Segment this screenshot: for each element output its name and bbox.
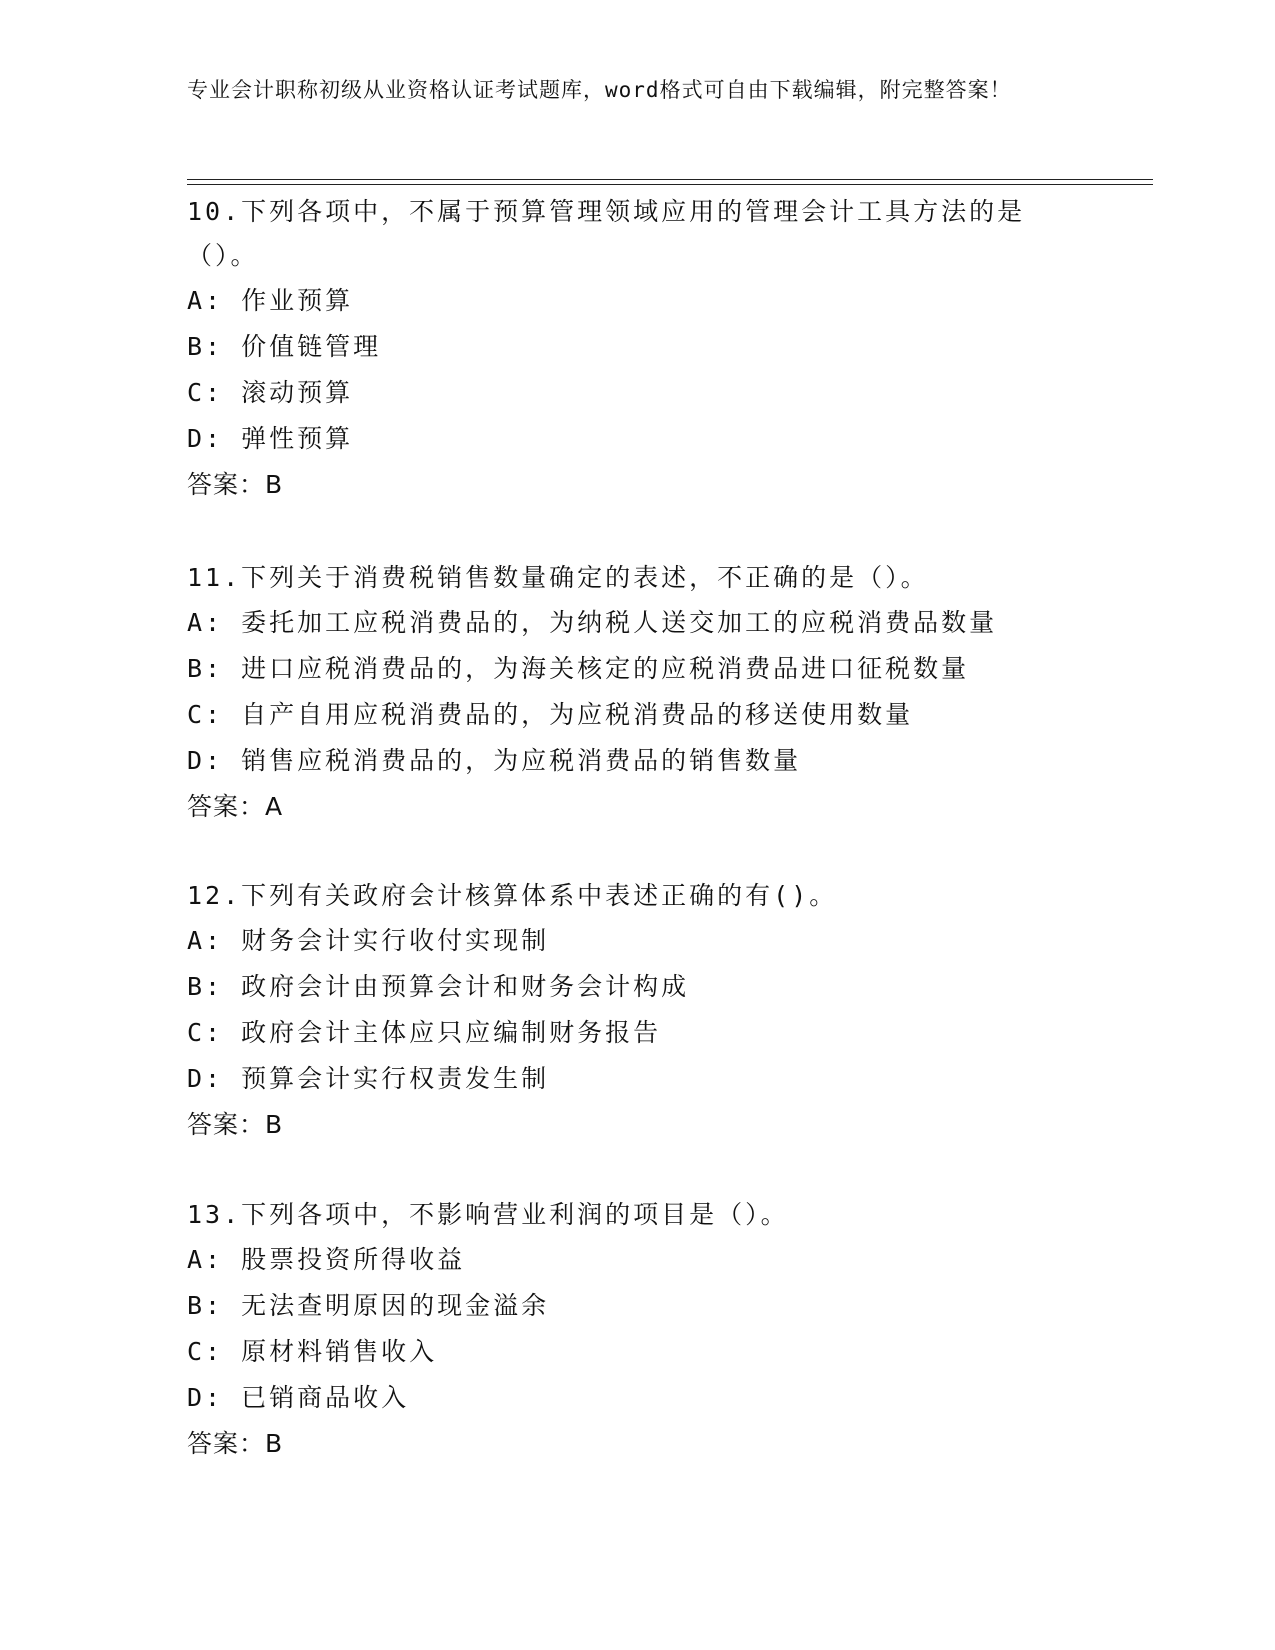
answer: 答案：A <box>187 792 284 821</box>
option-c: C: 滚动预算 <box>187 378 354 407</box>
question-11 <box>187 556 1087 830</box>
question-12 <box>187 874 1087 1148</box>
answer: 答案：B <box>187 470 284 499</box>
option-c: C: 原材料销售收入 <box>187 1337 438 1366</box>
option-d: D: 弹性预算 <box>187 424 354 453</box>
question-stem: 12.下列有关政府会计核算体系中表述正确的有()。 <box>187 881 838 910</box>
option-b: B: 价值链管理 <box>187 332 382 361</box>
option-a: A: 作业预算 <box>187 286 354 315</box>
option-a: A: 股票投资所得收益 <box>187 1245 466 1274</box>
question-10 <box>187 190 1087 508</box>
answer: 答案：B <box>187 1110 284 1139</box>
header-divider-bottom <box>187 184 1153 185</box>
question-stem: 13.下列各项中，不影响营业利润的项目是（）。 <box>187 1200 789 1229</box>
option-d: D: 预算会计实行权责发生制 <box>187 1064 550 1093</box>
option-b: B: 无法查明原因的现金溢余 <box>187 1291 550 1320</box>
option-b: B: 进口应税消费品的，为海关核定的应税消费品进口征税数量 <box>187 654 970 683</box>
question-stem: 10.下列各项中，不属于预算管理领域应用的管理会计工具方法的是（）。 <box>187 197 1026 270</box>
answer: 答案：B <box>187 1429 284 1458</box>
question-stem: 11.下列关于消费税销售数量确定的表述，不正确的是（）。 <box>187 563 929 592</box>
header-divider-top <box>187 179 1153 180</box>
option-a: A: 财务会计实行收付实现制 <box>187 926 550 955</box>
question-13 <box>187 1193 1087 1467</box>
option-b: B: 政府会计由预算会计和财务会计构成 <box>187 972 690 1001</box>
document-header: 专业会计职称初级从业资格认证考试题库，word格式可自由下载编辑，附完整答案！ <box>187 78 1012 102</box>
option-a: A: 委托加工应税消费品的，为纳税人送交加工的应税消费品数量 <box>187 608 998 637</box>
option-d: D: 已销商品收入 <box>187 1383 410 1412</box>
option-c: C: 政府会计主体应只应编制财务报告 <box>187 1018 662 1047</box>
option-c: C: 自产自用应税消费品的，为应税消费品的移送使用数量 <box>187 700 914 729</box>
option-d: D: 销售应税消费品的，为应税消费品的销售数量 <box>187 746 802 775</box>
